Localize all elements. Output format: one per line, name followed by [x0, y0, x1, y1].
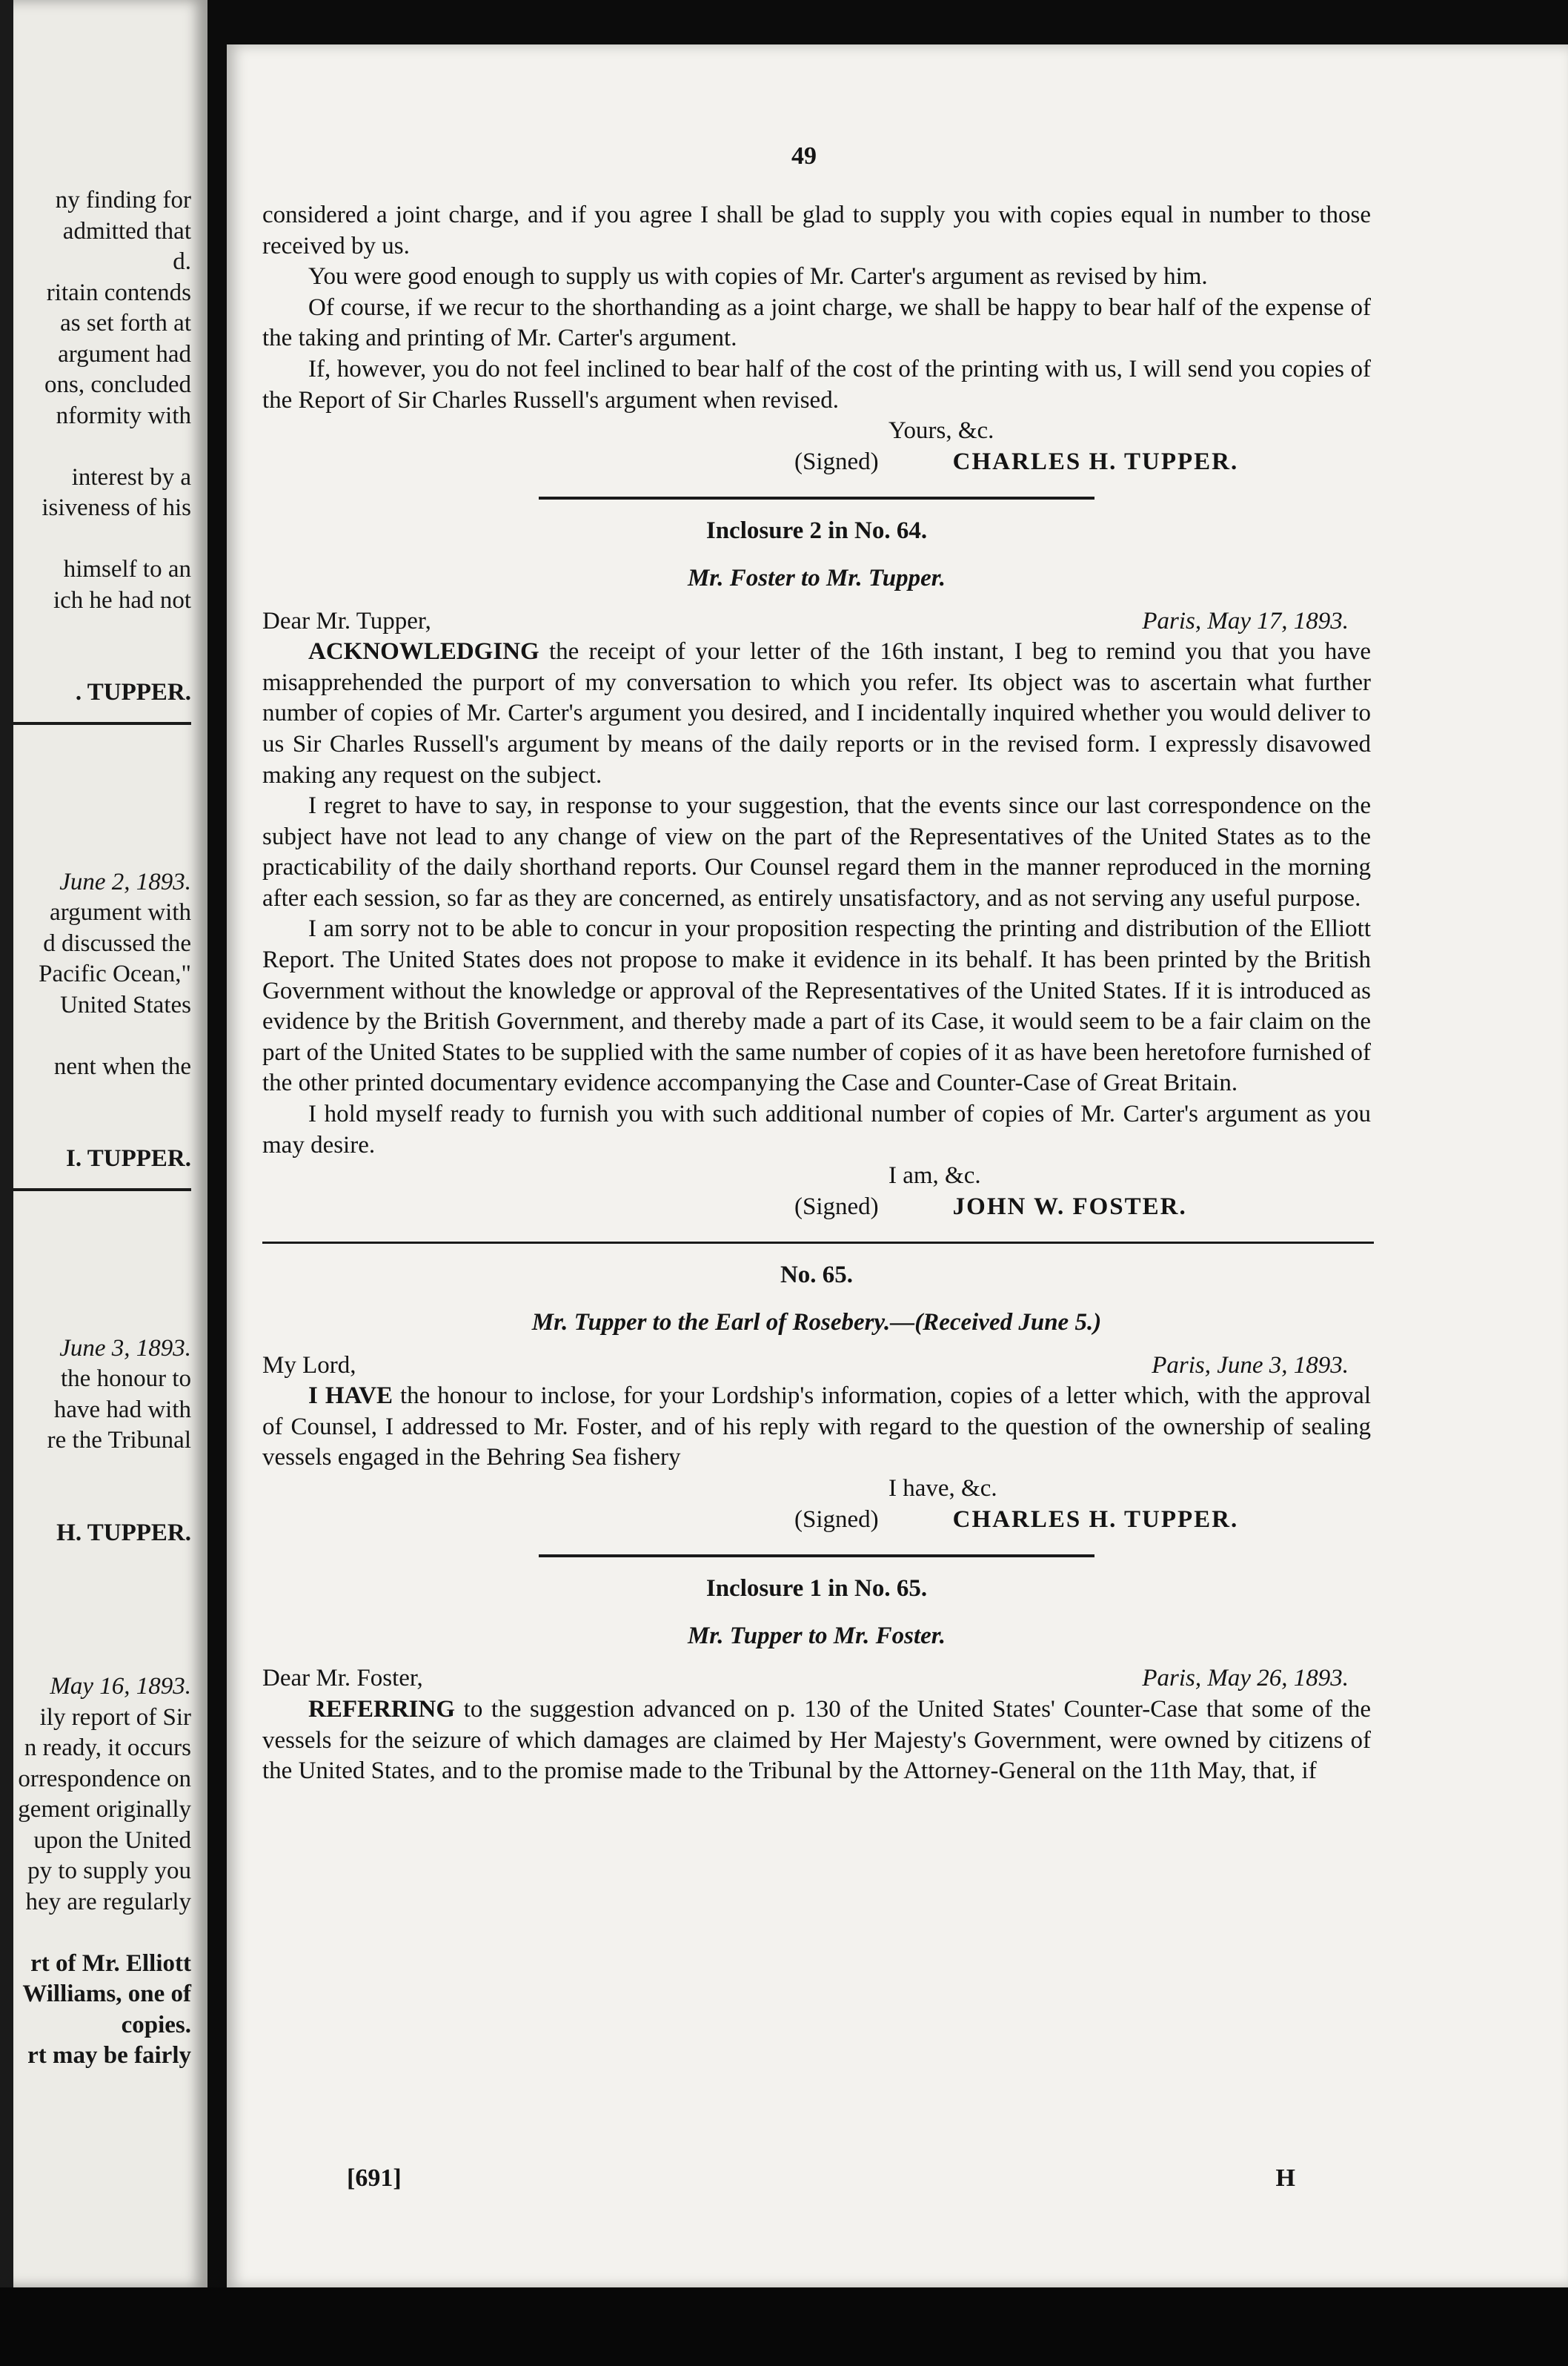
inclosure2-signature-line: [794, 1192, 1371, 1223]
signature: JOHN W. FOSTER.: [952, 1193, 1187, 1220]
signature: CHARLES H. TUPPER.: [952, 1505, 1239, 1533]
salutation: Dear Mr. Foster,: [262, 1665, 423, 1692]
adjacent-page-line: d discussed the: [43, 930, 191, 957]
adjacent-page-line: [13, 1548, 191, 1580]
adjacent-page-line: copies.: [121, 2011, 191, 2038]
adjacent-page-line: rt may be fairly: [27, 2042, 191, 2069]
adjacent-page-line: May 16, 1893.: [50, 1673, 191, 1700]
adjacent-page-line: ons, concluded: [44, 371, 191, 398]
adjacent-page-line: [13, 775, 191, 806]
inclosure2-paragraph-2: I regret to have to say, in response to your suggestion, that the events since our last correspondence on the subject have not lead to any change of view on the part of the Representatives of the United States as to the practicability of the daily shorthand reports. Our Counsel regard them in the manner reproduced in the morning after each session, so far as they are concerned, as entirely unsatisfactory, and as not serving any useful purpose.: [262, 792, 1371, 912]
scan-edge: [0, 0, 13, 2366]
no65-signature-line: [794, 1505, 1371, 1536]
adjacent-page-line: rt of Mr. Elliott: [30, 1949, 191, 1977]
adjacent-page-rule: [13, 1188, 191, 1191]
adjacent-page-line: [13, 1918, 191, 1949]
signed-label: (Signed): [794, 448, 879, 475]
adjacent-page-line: ny finding for: [55, 187, 191, 213]
adjacent-page-line: ritain contends: [46, 279, 191, 306]
paragraph-text: to the suggestion advanced on p. 130 of the United States' Counter-Case that some of the vessels for the seizure of which damages are claimed by Her Majesty's Government, were owned by citizens of the United States, and to the promise made to the Tribunal by the Attorney-General on the 11th May, that, if: [262, 1695, 1371, 1785]
adjacent-page-line: June 2, 1893.: [59, 868, 191, 895]
adjacent-page-line: [13, 744, 191, 775]
letter-date: Paris, June 3, 1893.: [1152, 1351, 1349, 1379]
print-code: [691]: [347, 2164, 402, 2192]
letter-title: Mr. Foster to Mr. Tupper.: [687, 564, 946, 592]
letter1-paragraph-2: You were good enough to supply us with copies of Mr. Carter's argument as revised by him.: [308, 263, 1208, 291]
adjacent-page-line: py to supply you: [27, 1858, 191, 1884]
signed-label: (Signed): [794, 1505, 879, 1533]
adjacent-page-line: nformity with: [56, 402, 191, 429]
adjacent-page-line: isiveness of his: [41, 494, 191, 521]
adjacent-page-line: [13, 1457, 191, 1488]
adjacent-page-line: upon the United: [33, 1826, 191, 1854]
page-content: [262, 200, 1371, 1787]
adjacent-page-line: nent when the: [53, 1053, 191, 1080]
inclosure2-paragraph-3: I am sorry not to be able to concur in your proposition respecting the printing and distribution of the Elliott Report. The United States does not propose to make it evidence in its behalf. It has been printed by the British Government without the knowledge or approval of the Representatives of the United States. If it is introduced as evidence by the British Government, and thereby made a part of its Case, it would seem to be a fair claim on the part of the United States to be supplied with the same number of copies of it as have been heretofore furnished of the other printed documentary evidence accompanying the Case and Counter-Case of Great Britain.: [262, 915, 1371, 1097]
adjacent-page-line: . TUPPER.: [75, 679, 191, 706]
adjacent-page-line: [13, 431, 191, 463]
page-number: 49: [791, 142, 817, 170]
adjacent-page-line: [13, 1082, 191, 1113]
adjacent-page-line: [13, 806, 191, 837]
letter1-paragraph-4: If, however, you do not feel inclined to bear half of the cost of the printing with us, I will send you copies of the Report of Sir Charles Russell's argument when revised.: [262, 355, 1371, 414]
section-heading: Inclosure 2 in No. 64.: [705, 517, 928, 545]
adjacent-page-line: [13, 1113, 191, 1144]
signed-label: (Signed): [794, 1193, 879, 1220]
salutation-line: [262, 606, 1371, 637]
adjacent-page-line: interest by a: [71, 463, 191, 491]
adjacent-page-line: [13, 1610, 191, 1641]
adjacent-page-text: [13, 185, 191, 2072]
adjacent-page-line: June 3, 1893.: [59, 1334, 191, 1362]
adjacent-page-line: re the Tribunal: [47, 1427, 191, 1454]
salutation-line: [262, 1663, 1371, 1694]
letter-title: Mr. Tupper to the Earl of Rosebery.—(Received June 5.): [531, 1309, 1102, 1336]
adjacent-page-line: argument had: [58, 340, 191, 368]
adjacent-page-line: orrespondence on: [18, 1765, 191, 1792]
letter-date: Paris, May 26, 1893.: [1142, 1665, 1349, 1692]
letter1-closing: Yours, &c.: [888, 417, 994, 445]
adjacent-page-line: [13, 647, 191, 678]
adjacent-page-line: argument with: [50, 899, 191, 926]
adjacent-page-line: [13, 616, 191, 647]
signature-mark: H: [1275, 2164, 1295, 2192]
adjacent-page-line: [13, 836, 191, 867]
adjacent-page-line: the honour to: [61, 1365, 191, 1392]
adjacent-page-line: as set forth at: [60, 310, 191, 337]
adjacent-page-line: d.: [173, 248, 191, 275]
document-number-heading: No. 65.: [780, 1262, 854, 1289]
paragraph-text: the honour to inclose, for your Lordship's information, copies of a letter which, with the approval of Counsel, I addressed to Mr. Foster, and of his reply with regard to the question of the ownership of sealing vessels engaged in the Behring Sea fishery: [262, 1382, 1371, 1471]
adjacent-page-line: [13, 1241, 191, 1272]
opening-word: ACKNOWLEDGING: [308, 638, 539, 666]
scan-bottom-edge: [0, 2287, 1568, 2366]
signature: CHARLES H. TUPPER.: [952, 448, 1239, 475]
salutation: My Lord,: [262, 1351, 356, 1379]
adjacent-page-line: gement originally: [18, 1796, 191, 1823]
adjacent-page-line: admitted that: [62, 217, 191, 245]
adjacent-page-fragment: [13, 0, 207, 2287]
adjacent-page-line: have had with: [53, 1396, 191, 1423]
adjacent-page-rule: [13, 722, 191, 725]
page-footer: [347, 2164, 1295, 2193]
adjacent-page-line: [13, 1302, 191, 1333]
section-heading: Inclosure 1 in No. 65.: [705, 1575, 928, 1603]
adjacent-page-line: [13, 1487, 191, 1518]
letter-date: Paris, May 17, 1893.: [1142, 607, 1349, 634]
adjacent-page-line: Williams, one of: [22, 1981, 191, 2007]
adjacent-page-line: [13, 1021, 191, 1052]
no65-closing: I have, &c.: [888, 1474, 997, 1502]
salutation: Dear Mr. Tupper,: [262, 607, 431, 634]
salutation-line: [262, 1351, 1371, 1382]
adjacent-page-line: ich he had not: [53, 586, 191, 614]
inclosure2-closing: I am, &c.: [888, 1162, 981, 1190]
adjacent-page-line: United States: [60, 991, 191, 1018]
adjacent-page-line: Pacific Ocean,": [39, 961, 191, 987]
adjacent-page-line: [13, 1580, 191, 1611]
opening-word: REFERRING: [308, 1695, 456, 1723]
adjacent-page-line: [13, 1641, 191, 1672]
opening-word: I HAVE: [308, 1382, 393, 1410]
adjacent-page-line: himself to an: [63, 556, 191, 583]
letter1-paragraph-1: considered a joint charge, and if you agree I shall be glad to supply you with copies equal in number to those received by us.: [262, 202, 1371, 259]
adjacent-page-line: n ready, it occurs: [24, 1734, 191, 1761]
no65-paragraph-1: [262, 1381, 1371, 1474]
adjacent-page-line: I. TUPPER.: [66, 1145, 191, 1172]
section-divider: [539, 497, 1094, 500]
inclosure2-paragraph-1: [262, 637, 1371, 791]
adjacent-page-line: [13, 524, 191, 555]
section-divider: [539, 1554, 1094, 1557]
paragraph-text: the receipt of your letter of the 16th instant, I beg to remind you that you have misapprehended the purport of my conversation to which you refer. Its object was to ascertain what further number of copies of Mr. Carter's argument you desired, and I incidentally inquired whether you would deliver to us Sir Charles Russell's argument by means of the daily reports or in the revised form. I expressly disavowed making any request on the subject.: [262, 638, 1371, 789]
letter1-signature-line: [794, 447, 1371, 478]
adjacent-page-line: ily report of Sir: [39, 1703, 191, 1731]
inclosure1-paragraph-1: [262, 1694, 1371, 1787]
letter-title: Mr. Tupper to Mr. Foster.: [687, 1622, 946, 1649]
letter1-paragraph-3: Of course, if we recur to the shorthanding as a joint charge, we shall be happy to bear half of the expense of the taking and printing of Mr. Carter's argument.: [262, 294, 1371, 352]
adjacent-page-line: hey are regularly: [25, 1888, 191, 1915]
adjacent-page-line: [13, 1272, 191, 1303]
adjacent-page-line: H. TUPPER.: [56, 1519, 191, 1546]
adjacent-page-line: [13, 1210, 191, 1242]
inclosure2-paragraph-4: I hold myself ready to furnish you with such additional number of copies of Mr. Carter's argument as you may desire.: [262, 1101, 1371, 1159]
document-divider: [262, 1242, 1374, 1244]
